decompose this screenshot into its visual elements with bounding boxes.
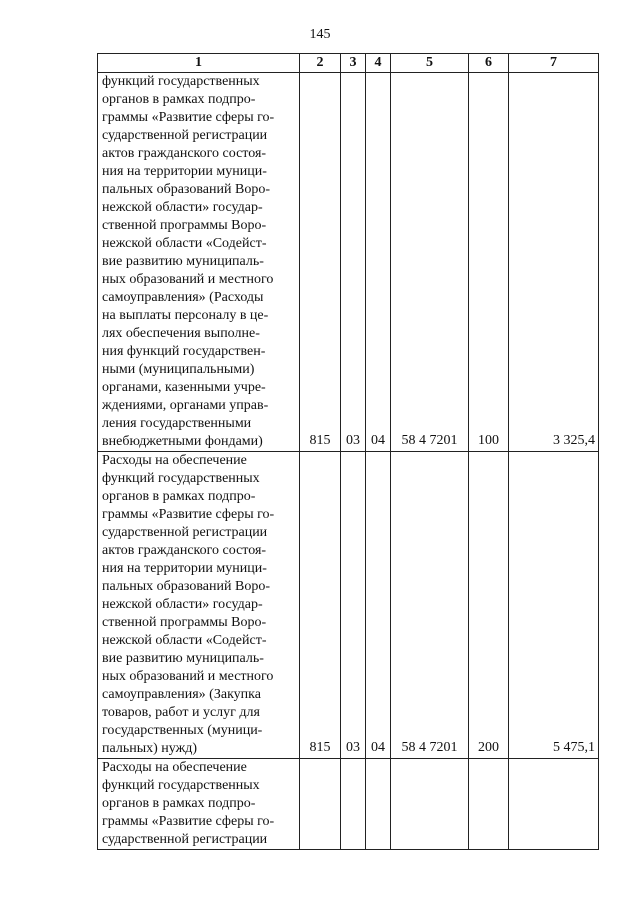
amount: 3 325,4 [509,73,599,452]
target-article-code: 58 4 7201 [391,73,469,452]
target-article-code: 58 4 7201 [391,452,469,759]
section-code: 03 [341,452,366,759]
column-header-1: 1 [98,54,300,73]
budget-table [97,53,599,850]
section-code: 03 [341,73,366,452]
subsection-code [366,759,391,850]
ministry-code [300,759,341,850]
amount [509,759,599,850]
column-header-5: 5 [391,54,469,73]
expense-description: Расходы на обеспечение функций государственных органов в рамках подпро- граммы «Развитие сферы го- сударственной регистрации [98,759,300,850]
table-row [98,759,599,850]
amount: 5 475,1 [509,452,599,759]
header-row [98,54,599,73]
column-header-6: 6 [469,54,509,73]
expense-type-code: 100 [469,73,509,452]
column-header-7: 7 [509,54,599,73]
table-row [98,73,599,452]
page-number: 145 [309,27,331,42]
section-code [341,759,366,850]
expense-description: функций государственных органов в рамках подпро- граммы «Развитие сферы го- сударственной регистрации актов гражданского состоя- ния на территории муници- пальных образований Воро- нежской области» государ- ственной программы Воро- нежской области «Содейст- вие развитию муниципаль- ных образований и местного самоуправления» (Расходы на выплаты персоналу в це- лях обеспечения выполне- ния функций государствен- ными (муниципальными) органами, казенными учре- ждениями, органами управ- ления государственными внебюджетными фондами) [98,73,300,452]
expense-description: Расходы на обеспечение функций государственных органов в рамках подпро- граммы «Развитие сферы го- сударственной регистрации актов гражданского состоя- ния на территории муници- пальных образований Воро- нежской области» государ- ственной программы Воро- нежской области «Содейст- вие развитию муниципаль- ных образований и местного самоуправления» (Закупка товаров, работ и услуг для государственных (муници- пальных) нужд) [98,452,300,759]
table-row [98,452,599,759]
expense-type-code: 200 [469,452,509,759]
column-header-3: 3 [341,54,366,73]
ministry-code: 815 [300,73,341,452]
column-header-4: 4 [366,54,391,73]
subsection-code: 04 [366,452,391,759]
target-article-code [391,759,469,850]
column-header-2: 2 [300,54,341,73]
ministry-code: 815 [300,452,341,759]
expense-type-code [469,759,509,850]
subsection-code: 04 [366,73,391,452]
